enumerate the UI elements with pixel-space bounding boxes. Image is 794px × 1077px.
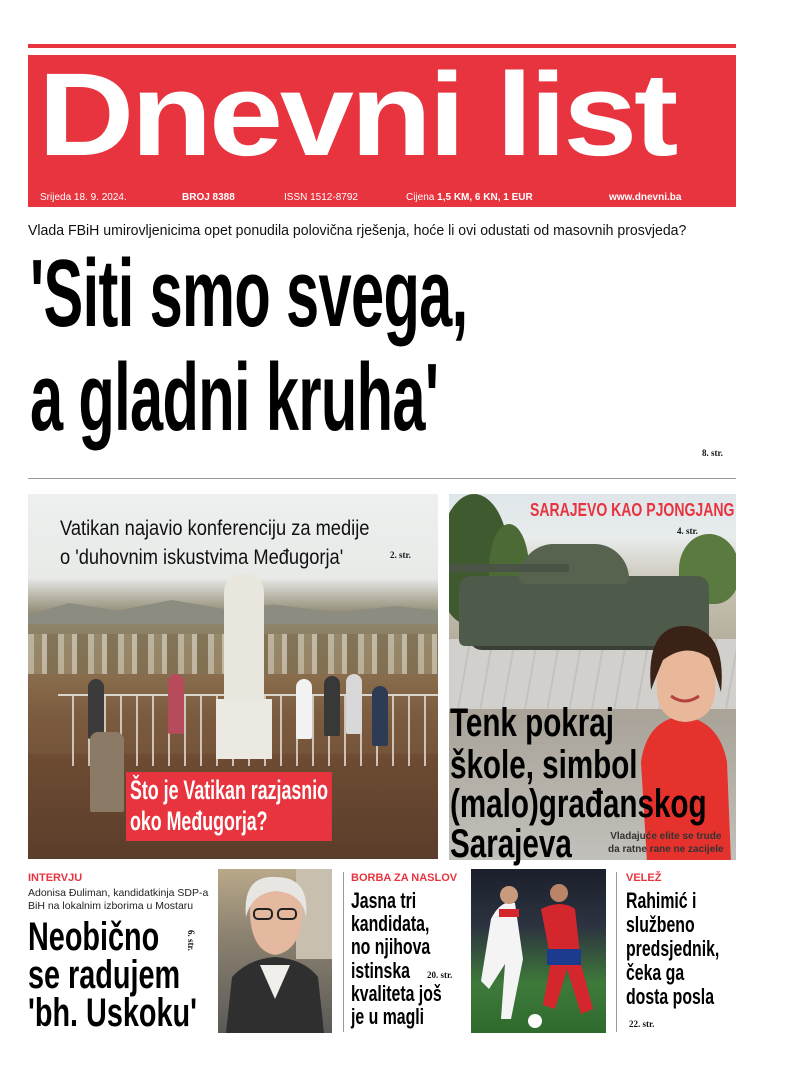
newspaper-logo[interactable]: Dnevni list	[38, 55, 675, 181]
sarajevo-headline-line4[interactable]: Sarajeva	[450, 822, 572, 866]
website-link[interactable]: www.dnevni.ba	[609, 192, 682, 203]
intervju-intro	[28, 887, 208, 913]
velez-line3: predsjednik,	[626, 936, 720, 961]
sarajevo-headline-line2[interactable]: škole, simbol	[450, 743, 638, 787]
interview-portrait-photo[interactable]	[218, 869, 332, 1033]
sarajevo-headline-line1[interactable]: Tenk pokraj	[450, 701, 614, 745]
borba-line3: no njihova	[351, 934, 431, 960]
sarajevo-deck	[608, 830, 724, 856]
velez-line5: dosta posla	[626, 984, 715, 1009]
lead-page-ref: 8. str.	[702, 448, 723, 458]
vatikan-page-ref: 2. str.	[390, 550, 411, 560]
column-divider	[343, 872, 344, 1032]
sarajevo-page-ref: 4. str.	[677, 526, 698, 536]
vatikan-box-line1: Što je Vatikan razjasnio	[129, 775, 329, 805]
borba-headline[interactable]	[351, 889, 442, 1028]
sarajevo-deck-line2: da ratne rane ne zacijele	[608, 844, 724, 855]
velez-line1: Rahimić i	[626, 888, 697, 913]
borba-line4: istinska	[351, 957, 410, 983]
intervju-headline-line2: se radujem	[28, 953, 181, 997]
issn: ISSN 1512-8792	[284, 192, 358, 203]
price	[406, 192, 533, 203]
vatikan-box-line2: oko Međugorja?	[129, 806, 268, 836]
borba-line5: kvaliteta još	[351, 980, 442, 1006]
sarajevo-kicker[interactable]: SARAJEVO KAO PJONGJANG	[530, 500, 735, 520]
borba-kicker[interactable]: BORBA ZA NASLOV	[351, 872, 458, 884]
divider	[28, 478, 736, 479]
velez-line4: čeka ga	[626, 960, 685, 985]
velez-page-ref: 22. str.	[629, 1019, 655, 1029]
masthead[interactable]	[28, 55, 736, 207]
velez-line2: službeno	[626, 912, 695, 937]
lead-headline-line1[interactable]: 'Siti smo svega,	[30, 240, 468, 347]
intervju-kicker[interactable]: INTERVJU	[28, 872, 83, 884]
intervju-headline[interactable]	[28, 915, 197, 1035]
lead-subhead: Vlada FBiH umirovljenicima opet ponudila polovična rješenja, hoće li ovi odustati od masovnih prosvjeda?	[28, 222, 687, 239]
borba-line1: Jasna tri	[351, 888, 417, 913]
intervju-intro-line1: Adonisa Đuliman, kandidatkinja SDP-a	[28, 887, 209, 899]
velez-kicker[interactable]: VELEŽ	[626, 872, 662, 884]
lead-headline-line2[interactable]: a gladni kruha'	[30, 344, 439, 451]
sarajevo-headline-line3[interactable]: (malo)građanskog	[450, 782, 707, 826]
column-divider-2	[616, 872, 617, 1032]
vatikan-title-line1: Vatikan najavio konferenciju za medije	[60, 517, 370, 540]
intervju-headline-line3: 'bh. Uskoku'	[28, 991, 197, 1035]
velez-headline[interactable]	[626, 889, 719, 1009]
price-label: Cijena	[406, 192, 435, 203]
issue-date: Srijeda 18. 9. 2024.	[40, 192, 127, 203]
issue-number: BROJ 8388	[182, 192, 235, 203]
intervju-headline-line1: Neobično	[28, 915, 160, 959]
football-match-photo[interactable]	[471, 869, 606, 1033]
borba-page-ref: 20. str.	[427, 970, 453, 980]
sarajevo-deck-line1: Vladajuće elite se trude	[610, 831, 722, 842]
vatikan-title[interactable]	[60, 514, 369, 572]
price-value: 1,5 KM, 6 KN, 1 EUR	[437, 192, 533, 203]
masthead-top-rule	[28, 44, 736, 48]
intervju-intro-line2: BiH na lokalnim izborima u Mostaru	[28, 900, 194, 912]
intervju-page-ref: 6. str.	[186, 930, 196, 951]
borba-line6: je u magli	[351, 1004, 425, 1030]
vatikan-headline-box[interactable]	[126, 772, 332, 841]
borba-line2: kandidata,	[351, 911, 430, 937]
vatikan-title-line2: o 'duhovnim iskustvima Međugorja'	[60, 546, 344, 569]
